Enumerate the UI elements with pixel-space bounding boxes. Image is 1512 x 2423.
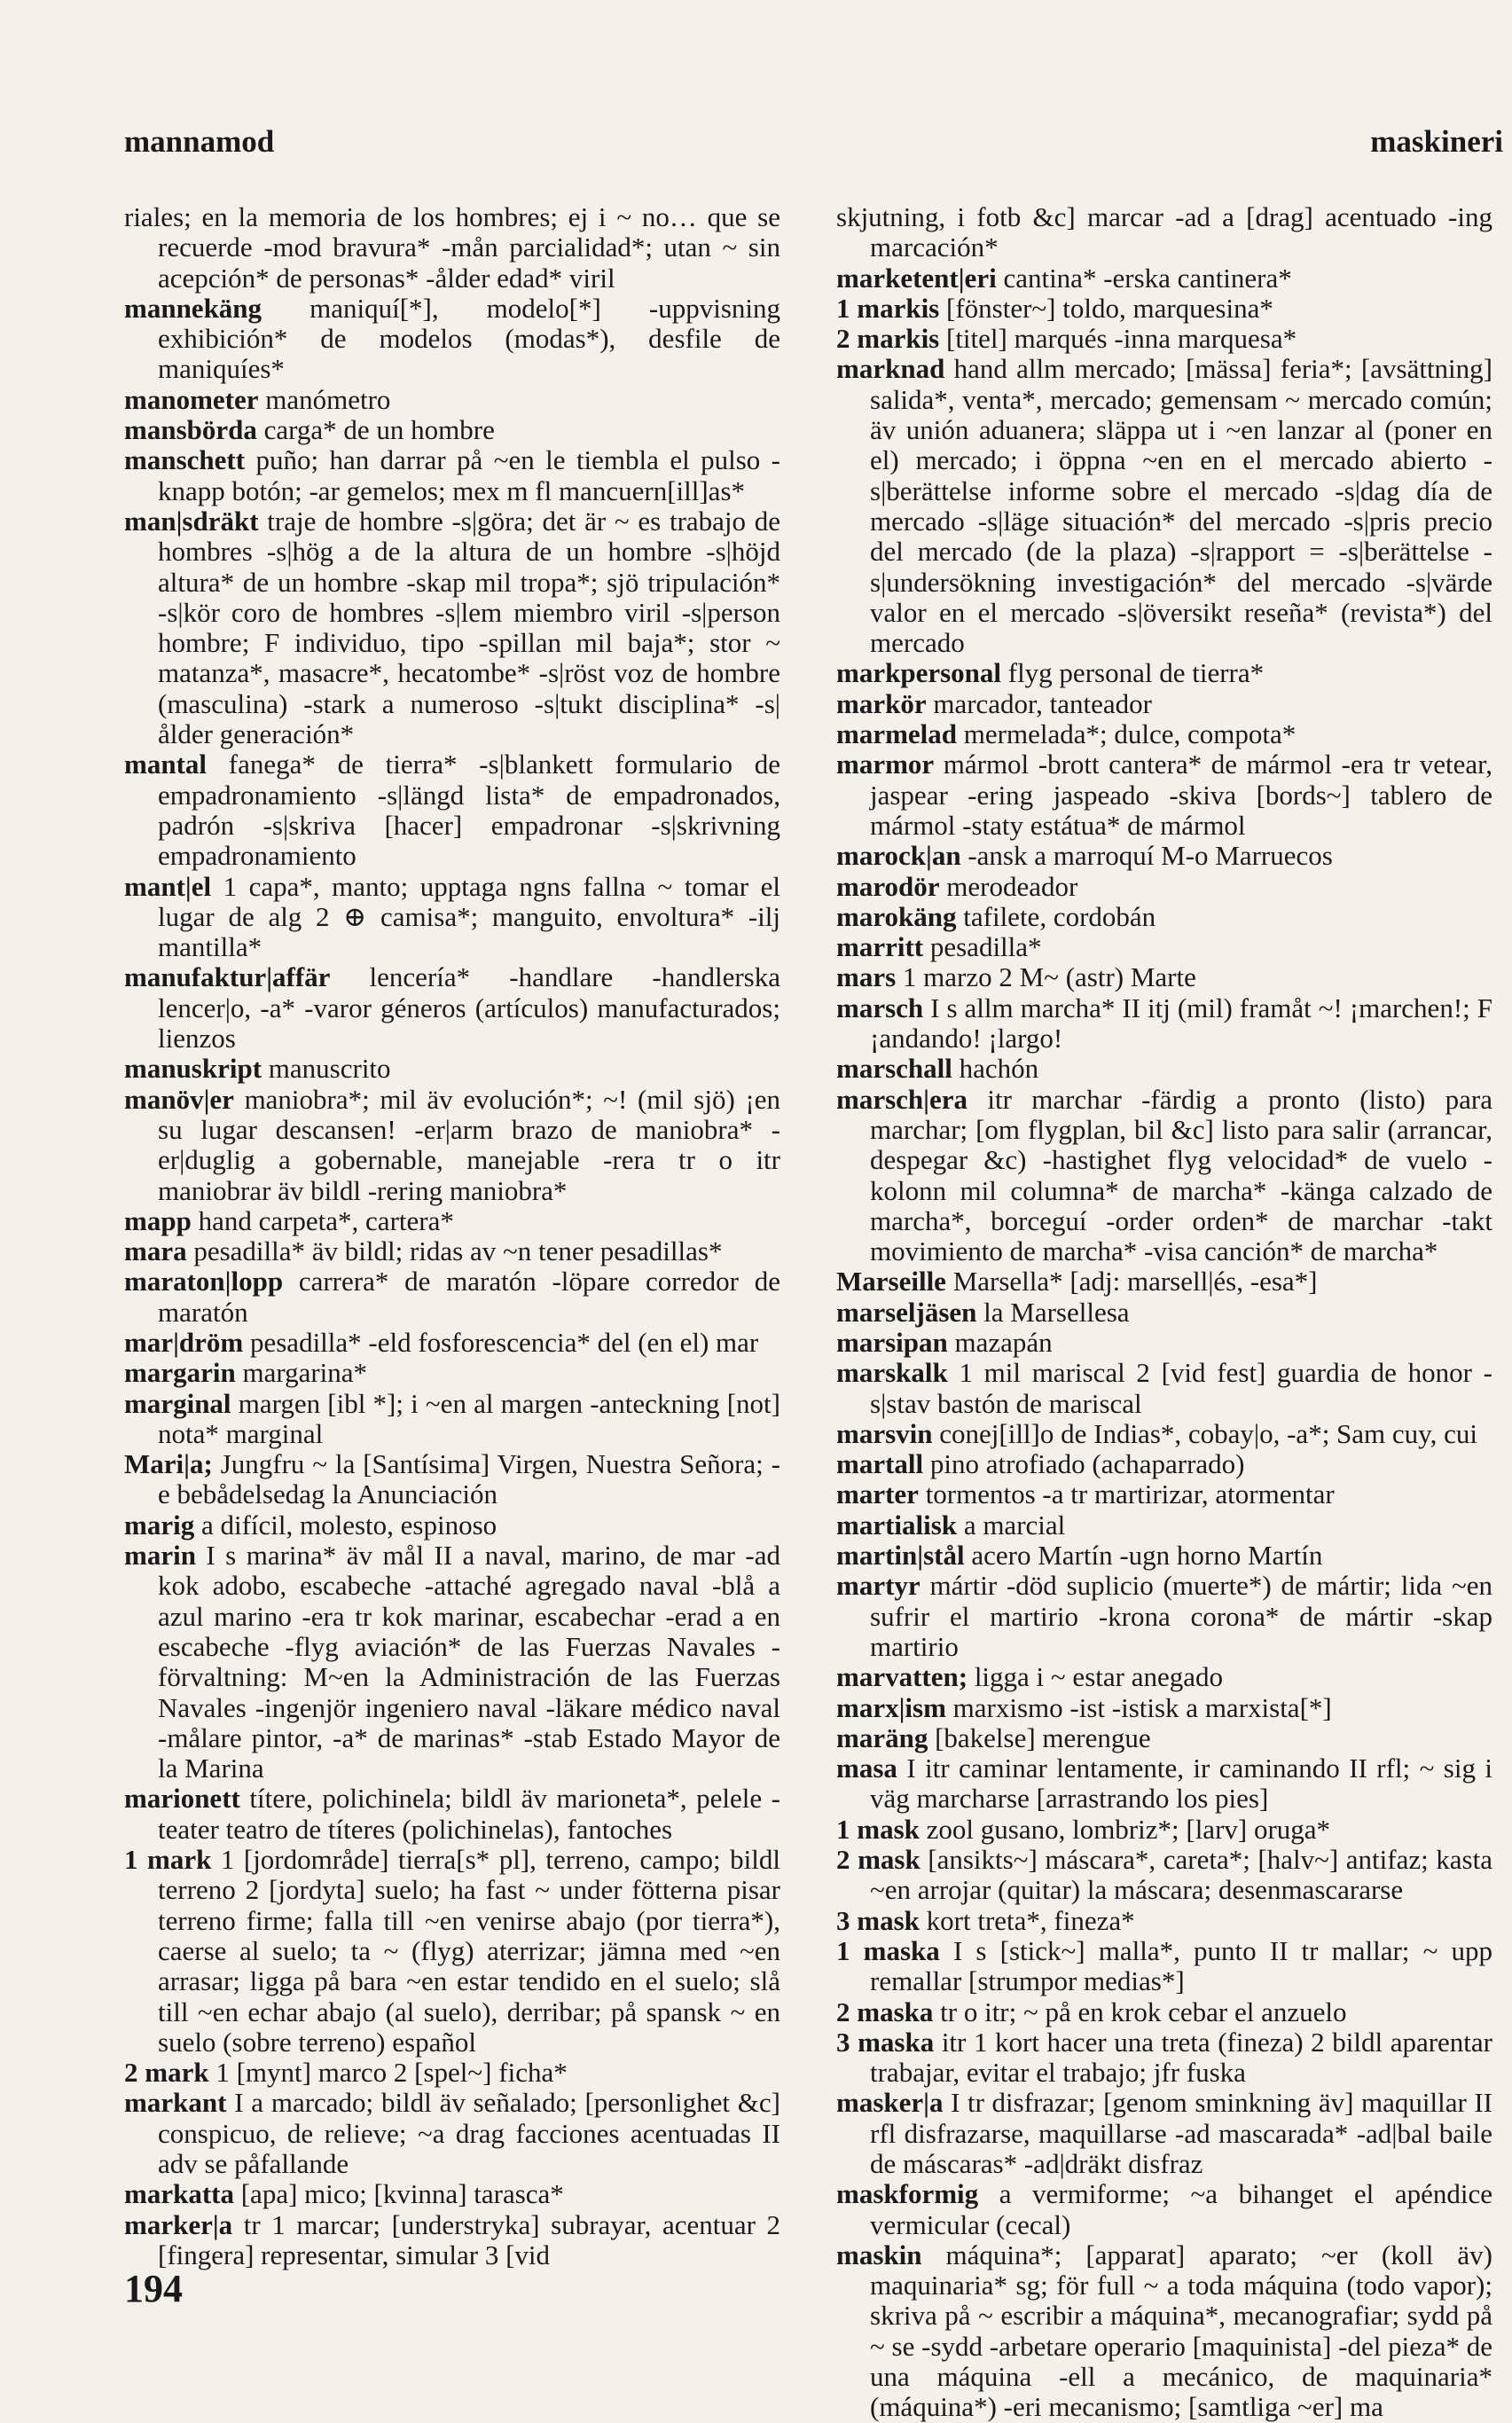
entry-definition: I a marcado; bildl äv señalado; [personlighet &c] conspicuo, de relieve; ~a drag facciones acentuadas II adv se påfallande — [158, 2087, 781, 2179]
entry-definition: maniobra*; mil äv evolución*; ~! (mil sjö) ¡en su lugar descansen! -er|arm brazo de maniobra* -er|duglig a gobernable, manejable -rera tr o itr maniobrar äv bildl -rering maniobra* — [158, 1083, 780, 1206]
entry-definition: [fönster~] toldo, marquesina* — [946, 292, 1273, 324]
dictionary-entry — [836, 902, 1492, 932]
dictionary-entry — [836, 1845, 1492, 1906]
dictionary-entry — [836, 1571, 1492, 1662]
entry-definition: 1 marzo 2 M~ (astr) Marte — [902, 961, 1196, 993]
entry-definition: lencería* -handlare -handlerska lencer|o, -a* -varor géneros (artículos) manufacturados; lienzos — [158, 961, 780, 1055]
dictionary-entry — [836, 2027, 1492, 2089]
entry-headword: marmor — [836, 749, 935, 780]
entry-definition: manuscrito — [268, 1053, 391, 1085]
entry-definition: [titel] marqués -inna marquesa* — [946, 323, 1297, 355]
entry-headword: 2 maska — [836, 1996, 934, 2027]
entry-headword: 3 mask — [836, 1904, 920, 1936]
entry-definition: tafilete, cordobán — [963, 900, 1156, 932]
entry-headword: marsch|era — [836, 1083, 968, 1115]
dictionary-entry — [836, 1815, 1492, 1845]
entry-headword: marseljäsen — [836, 1296, 977, 1328]
entry-headword: marmelad — [836, 718, 958, 750]
entry-definition: pesadilla* — [929, 931, 1042, 963]
entry-definition: pesadilla* äv bildl; ridas av ~n tener pesadillas* — [193, 1235, 723, 1267]
entry-headword: martyr — [836, 1570, 921, 1602]
right-column — [836, 202, 1492, 2423]
entry-headword: maräng — [836, 1721, 928, 1753]
dictionary-entry — [124, 1784, 780, 1845]
entry-definition: skjutning, i fotb &c] marcar -ad a [drag] acentuado -ing marcación* — [836, 201, 1492, 263]
entry-definition: hand allm mercado; [mässa] feria*; [avsättning] salida*, venta*, mercado; gemensam ~ mercado común; äv unión aduanera; släppa ut i ~en lanzar al (poner en el) mercado; i öppna ~en en el mercado abierto -s|berättelse informe sobre el mercado -s|dag día de mercado -s|läge situación* del mercado -s|pris precio del mercado (de la plaza) -s|rapport = -s|berättelse -s|undersökning investigación* del mercado -s|värde valor en el mercado -s|översikt reseña* (revista*) del mercado — [870, 353, 1492, 659]
dictionary-entry — [124, 2058, 780, 2088]
dictionary-entry — [836, 1906, 1492, 1936]
dictionary-entry — [124, 749, 780, 871]
entry-definition: marcador, tanteador — [933, 687, 1152, 719]
entry-headword: mansbörda — [124, 414, 257, 446]
dictionary-entry — [836, 354, 1492, 658]
entry-headword: 3 maska — [836, 2026, 935, 2058]
dictionary-entry — [836, 294, 1492, 324]
entry-headword: marschall — [836, 1053, 952, 1085]
entry-headword: 2 markis — [836, 323, 940, 355]
entry-definition: maniquí[*], modelo[*] -uppvisning exhibición* de modelos (modas*), desfile de maniquíes* — [158, 292, 780, 385]
entry-definition: puño; han darrar på ~en le tiembla el pulso -knapp botón; -ar gemelos; mex m fl mancuern[ill]as* — [158, 444, 781, 506]
entry-definition: merodeador — [946, 870, 1078, 902]
entry-definition: margarina* — [242, 1357, 368, 1389]
entry-definition: conej[ill]o de Indias*, cobay|o, -a*; Sam cuy, cui — [939, 1417, 1478, 1449]
entry-headword: manschett — [124, 444, 246, 476]
dictionary-entry — [836, 324, 1492, 354]
entry-definition: [ansikts~] máscara*, careta*; [halv~] antifaz; kasta ~en arrojar (quitar) la máscara; desenmascararse — [870, 1844, 1492, 1906]
entry-definition: carrera* de maratón -löpare corredor de maratón — [158, 1266, 781, 1328]
dictionary-entry — [124, 2210, 780, 2271]
dictionary-entry — [836, 1449, 1492, 1479]
dictionary-entry — [124, 1389, 780, 1450]
entry-headword: Mari|a; — [124, 1448, 213, 1480]
entry-headword: marknad — [836, 353, 945, 385]
entry-definition: pino atrofiado (achaparrado) — [929, 1448, 1245, 1480]
entry-definition: 1 [jordområde] tierra[s* pl], terreno, campo; bildl terreno 2 [jordyta] suelo; ha fast ~ under fötterna pisar terreno firme; falla till ~en venirse abajo (por tierra*), caerse al suelo; ta ~ (flyg) aterrizar; jämna med ~en arrasar; ligga på bara ~en estar tendido en el suelo; slå till ~en echar abajo (al suelo), derribar; på spansk ~ en suelo (sobre terreno) español — [158, 1844, 781, 2058]
entry-definition: kort treta*, fineza* — [926, 1904, 1135, 1936]
entry-definition: a vermiforme; ~a bihanget el apéndice vermicular (cecal) — [870, 2178, 1493, 2240]
dictionary-entry — [836, 1541, 1492, 1571]
entry-headword: marsipan — [836, 1326, 948, 1358]
entry-definition: hand carpeta*, cartera* — [198, 1204, 454, 1236]
entry-definition: Marsella* [adj: marsell|és, -esa*] — [952, 1266, 1318, 1298]
page-number: 194 — [124, 2267, 183, 2310]
dictionary-entry — [836, 1997, 1492, 2027]
entry-headword: 2 mark — [124, 2057, 209, 2089]
header-right-guide-word: maskineri — [1370, 124, 1503, 159]
dictionary-entry — [124, 872, 780, 963]
entry-headword: manufaktur|affär — [124, 961, 331, 993]
entry-headword: marin — [124, 1540, 196, 1572]
entry-headword: martialisk — [836, 1509, 958, 1541]
entry-headword: markör — [836, 687, 927, 719]
entry-headword: maraton|lopp — [124, 1266, 284, 1298]
dictionary-entry — [124, 1328, 780, 1358]
dictionary-entry — [124, 1266, 780, 1328]
entry-headword: mant|el — [124, 870, 212, 902]
dictionary-entry — [836, 1936, 1492, 1997]
dictionary-entry — [124, 1541, 780, 1784]
entry-headword: margarin — [124, 1357, 236, 1389]
dictionary-entry — [836, 962, 1492, 992]
entry-definition: mermelada*; dulce, compota* — [963, 718, 1297, 750]
dictionary-entry — [836, 689, 1492, 719]
entry-headword: manöv|er — [124, 1083, 234, 1115]
entry-headword: mapp — [124, 1204, 192, 1236]
dictionary-entry — [836, 658, 1492, 688]
dictionary-entry — [836, 2240, 1492, 2423]
entry-definition: [bakelse] merengue — [935, 1721, 1151, 1753]
dictionary-entry — [124, 1510, 780, 1541]
entry-headword: marx|ism — [836, 1691, 946, 1723]
entry-headword: Marseille — [836, 1266, 946, 1298]
entry-headword: markpersonal — [836, 657, 1001, 689]
dictionary-entry — [124, 962, 780, 1054]
entry-definition: I s [stick~] malla*, punto II tr mallar; ~ upp remallar [strumpor medias*] — [870, 1934, 1492, 1997]
dictionary-entry — [836, 1085, 1492, 1267]
entry-definition: I s allm marcha* II itj (mil) framåt ~! ¡marchen!; F ¡andando! ¡largo! — [870, 992, 1492, 1055]
entry-headword: 1 maska — [836, 1934, 940, 1966]
entry-headword: 1 mask — [836, 1813, 920, 1845]
entry-headword: mars — [836, 961, 897, 993]
entry-definition: manómetro — [265, 383, 391, 415]
entry-headword: 1 markis — [836, 292, 940, 324]
dictionary-entry — [124, 385, 780, 415]
entry-definition: pesadilla* -eld fosforescencia* del (en el) mar — [249, 1326, 759, 1358]
dictionary-entry — [836, 2179, 1492, 2240]
entry-headword: manuskript — [124, 1053, 262, 1085]
left-column — [124, 202, 780, 2270]
entry-headword: 1 mark — [124, 1844, 212, 1876]
entry-definition: la Marsellesa — [983, 1296, 1130, 1328]
dictionary-entry — [836, 1723, 1492, 1753]
entry-definition: hachón — [959, 1053, 1039, 1085]
entry-definition: flyg personal de tierra* — [1007, 657, 1265, 689]
entry-definition: [apa] mico; [kvinna] tarasca* — [240, 2178, 564, 2210]
entry-definition: margen [ibl *]; i ~en al margen -anteckning [not] nota* marginal — [158, 1387, 780, 1449]
entry-definition: títere, polichinela; bildl äv marioneta*, pelele -teater teatro de títeres (polichinelas), fantoches — [158, 1783, 781, 1845]
entry-headword: maskformig — [836, 2178, 979, 2210]
dictionary-entry — [124, 1449, 780, 1510]
entry-headword: martall — [836, 1448, 924, 1480]
dictionary-entry — [836, 1753, 1492, 1815]
dictionary-entry — [124, 294, 780, 385]
entry-definition: -ansk a marroquí M-o Marruecos — [968, 840, 1333, 872]
dictionary-entry — [124, 2179, 780, 2209]
entry-definition: Jungfru ~ la [Santísima] Virgen, Nuestra Señora; -e bebådelsedag la Anunciación — [158, 1448, 780, 1510]
entry-headword: marter — [836, 1478, 919, 1510]
dictionary-entry — [836, 932, 1492, 962]
entry-headword: marvatten; — [836, 1661, 968, 1693]
dictionary-entry — [836, 719, 1492, 749]
entry-definition: marxismo -ist -istisk a marxista[*] — [952, 1691, 1332, 1723]
dictionary-entry — [836, 1358, 1492, 1419]
entry-headword: marsch — [836, 992, 924, 1023]
entry-definition: fanega* de tierra* -s|blankett formulario de empadronamiento -s|längd lista* de empadronados, padrón -s|skriva [hacer] empadronar -s|skrivning empadronamiento — [158, 749, 781, 872]
dictionary-entry — [124, 2088, 780, 2179]
entry-definition: traje de hombre -s|göra; det är ~ es trabajo de hombres -s|hög a de la altura de un hombre -s|höjd altura* de un hombre -skap mil tropa*; sjö tripulación* -s|kör coro de hombres -s|lem miembro viril -s|person hombre; F individuo, tipo -spillan mil baja*; stor ~ matanza*, masacre*, hecatombe* -s|röst voz de hombre (masculina) -stark a numeroso -s|tukt disciplina* -s|ålder generación* — [158, 505, 781, 750]
dictionary-entry — [836, 2088, 1492, 2179]
entry-headword: marginal — [124, 1387, 231, 1419]
entry-headword: mara — [124, 1235, 187, 1267]
entry-headword: marokäng — [836, 900, 957, 932]
entry-headword: marionett — [124, 1783, 240, 1815]
entry-headword: marritt — [836, 931, 924, 963]
entry-definition: acero Martín -ugn horno Martín — [971, 1540, 1323, 1572]
entry-headword: 2 mask — [836, 1844, 921, 1876]
entry-definition: I s marina* äv mål II a naval, marino, de mar -ad kok adobo, escabeche -attaché agregado naval -blå a azul marino -era tr kok marinar, escabechar -erad a en escabeche -flyg aviación* de las Fuerzas Navales -förvaltning: M~en la Administración de las Fuerzas Navales -ingenjör ingeniero naval -läkare médico naval -målare pintor, -a* de marinas* -stab Estado Mayor de la Marina — [158, 1540, 781, 1784]
header-left-guide-word: mannamod — [124, 124, 275, 159]
entry-headword: mar|dröm — [124, 1326, 244, 1358]
entry-headword: marodör — [836, 870, 940, 902]
entry-definition: carga* de un hombre — [263, 414, 495, 446]
dictionary-entry — [836, 872, 1492, 902]
dictionary-entry — [124, 1236, 780, 1266]
dictionary-entry — [836, 263, 1492, 294]
entry-headword: maskin — [836, 2239, 922, 2270]
dictionary-entry — [124, 202, 780, 294]
entry-definition: a difícil, molesto, espinoso — [200, 1509, 497, 1541]
dictionary-entry — [124, 1206, 780, 1236]
entry-headword: marskalk — [836, 1357, 948, 1389]
dictionary-entry — [124, 445, 780, 506]
dictionary-entry — [836, 1054, 1492, 1084]
entry-headword: mannekäng — [124, 292, 262, 324]
entry-headword: manometer — [124, 383, 259, 415]
entry-definition: tormentos -a tr martirizar, atormentar — [925, 1478, 1335, 1510]
entry-definition: itr marchar -färdig a pronto (listo) para marchar; [om flygplan, bil &c] listo para salir (arrancar, despegar &c) -hastighet flyg velocidad* de vuelo -kolonn mil columna* de marcha* -känga calzado de marcha*, borceguí -order orden* de marchar -takt movimiento de marcha* -visa canción* de marcha* — [870, 1083, 1493, 1267]
dictionary-entry — [124, 1845, 780, 2058]
dictionary-entry — [124, 415, 780, 445]
dictionary-entry — [836, 993, 1492, 1055]
entry-definition: mazapán — [954, 1326, 1053, 1358]
dictionary-entry — [836, 1693, 1492, 1723]
entry-headword: markant — [124, 2087, 227, 2119]
dictionary-entry — [836, 1298, 1492, 1328]
dictionary-entry — [124, 1054, 780, 1084]
entry-definition: 1 [mynt] marco 2 [spel~] ficha* — [215, 2057, 568, 2089]
dictionary-entry — [124, 1358, 780, 1388]
entry-headword: marketent|eri — [836, 262, 997, 294]
entry-definition: mármol -brott cantera* de mármol -era tr vetear, jaspear -ering jaspeado -skiva [bords~] tablero de mármol -staty estátua* de mármol — [870, 749, 1492, 841]
entry-headword: mantal — [124, 749, 207, 780]
dictionary-entry — [836, 1328, 1492, 1358]
entry-definition: tr o itr; ~ på en krok cebar el anzuelo — [940, 1996, 1347, 2027]
entry-headword: marig — [124, 1509, 195, 1541]
dictionary-entry — [836, 1479, 1492, 1509]
entry-definition: cantina* -erska cantinera* — [1003, 262, 1292, 294]
entry-headword: masker|a — [836, 2087, 944, 2119]
dictionary-entry — [836, 841, 1492, 871]
entry-definition: 1 mil mariscal 2 [vid fest] guardia de honor -s|stav bastón de mariscal — [870, 1357, 1492, 1419]
dictionary-entry — [836, 1662, 1492, 1692]
entry-definition: 1 capa*, manto; upptaga ngns fallna ~ tomar el lugar de alg 2 ⊕ camisa*; manguito, envoltura* -ilj mantilla* — [158, 870, 781, 963]
entry-definition: a marcial — [963, 1509, 1066, 1541]
entry-headword: masa — [836, 1753, 897, 1784]
entry-headword: markatta — [124, 2178, 234, 2210]
dictionary-entry — [836, 202, 1492, 263]
entry-definition: I tr disfrazar; [genom sminkning äv] maquillar II rfl disfrazarse, maquillarse -ad mascarada* -ad|bal baile de máscaras* -ad|dräkt disfraz — [870, 2087, 1492, 2179]
entry-headword: marock|an — [836, 840, 961, 872]
entry-definition: máquina*; [apparat] aparato; ~er (koll äv) maquinaria* sg; för full ~ a toda máquina (todo vapor); skriva på ~ escribir a máquina*, mecanografiar; sydd på ~ se -sydd -arbetare operario [maquinista] -del pieza* de una máquina -ell a mecánico, de maquinaria* (máquina*) -eri mecanismo; [samtliga ~er] ma — [870, 2239, 1493, 2423]
entry-definition: mártir -död suplicio (muerte*) de mártir; lida ~en sufrir el martirio -krona corona* de mártir -skap martirio — [870, 1570, 1492, 1662]
entry-definition: I itr caminar lentamente, ir caminando II rfl; ~ sig i väg marcharse [arrastrando los pies] — [870, 1753, 1492, 1815]
entry-headword: marsvin — [836, 1417, 933, 1449]
entry-definition: itr 1 kort hacer una treta (fineza) 2 bildl aparentar trabajar, evitar el trabajo; jfr fuska — [870, 2026, 1492, 2089]
entry-headword: marker|a — [124, 2208, 233, 2240]
dictionary-entry — [836, 1510, 1492, 1541]
dictionary-entry — [124, 506, 780, 749]
dictionary-entry — [124, 1085, 780, 1206]
entry-definition: zool gusano, lombriz*; [larv] oruga* — [926, 1813, 1331, 1845]
entry-headword: man|sdräkt — [124, 505, 259, 537]
dictionary-entry — [836, 1266, 1492, 1297]
entry-headword: martin|stål — [836, 1540, 965, 1572]
entry-definition: tr 1 marcar; [understryka] subrayar, acentuar 2 [fingera] representar, simular 3 [vid — [158, 2208, 780, 2270]
dictionary-entry — [836, 1419, 1492, 1449]
entry-definition: riales; en la memoria de los hombres; ej i ~ no… que se recuerde -mod bravura* -mån parcialidad*; utan ~ sin acepción* de personas* -ålder edad* viril — [124, 201, 780, 294]
entry-definition: ligga i ~ estar anegado — [974, 1661, 1223, 1693]
dictionary-entry — [836, 749, 1492, 841]
